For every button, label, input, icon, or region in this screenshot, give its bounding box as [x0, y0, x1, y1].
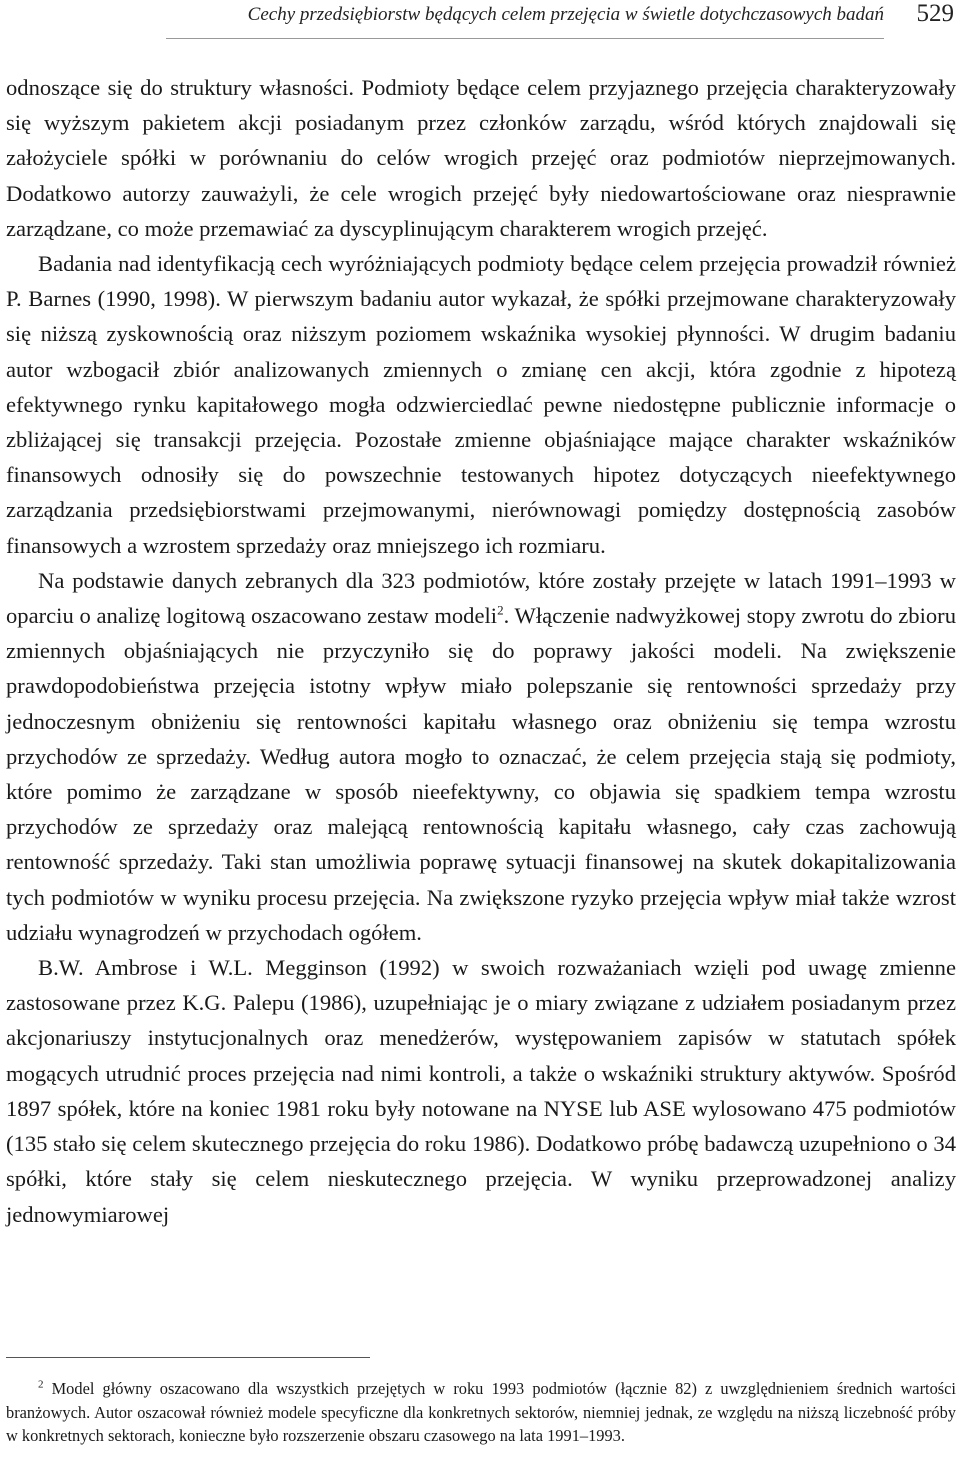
paragraph-text: Na podstawie danych zebranych dla 323 podmiotów, które zostały przejęte w latach 1991–1993 w oparciu o analizę logitową oszacowano zestaw modeli [6, 567, 956, 629]
page-header [0, 0, 960, 40]
paragraph-text: . Włączenie nadwyżkowej stopy zwrotu do zbioru zmiennych objaśniających nie przyczyniło się do poprawy jakości modeli. Na zwiększenie prawdopodobieństwa przejęcia istotny wpływ miało polepszanie się rentowności sprzedaży przy jednoczesnym obniżeniu się rentowności kapitału własnego oraz obniżeniu się tempa wzrostu przychodów ze sprzedaży. Według autora mogło to oznaczać, że celem przejęcia stają się podmioty, które pomimo że zarządzane w sposób nieefektywny, co objawia się spadkiem tempa wzrostu przychodów ze sprzedaży oraz malejącą rentownością kapitału własnego, cały czas zachowują rentowność sprzedaży. Taki stan umożliwia poprawę sytuacji finansowej na skutek dokapitalizowania tych podmiotów w wyniku procesu przejęcia. Na zwiększone ryzyko przejęcia wpływ miał także wzrost udziału wynagrodzeń w przychodach ogółem. [6, 603, 956, 945]
footnote-number: 2 [38, 1378, 44, 1391]
running-title: Cechy przedsiębiorstw będących celem przejęcia w świetle dotychczasowych badań [247, 4, 884, 25]
footnote [6, 1377, 956, 1448]
body-text [6, 70, 956, 1232]
footnote-reference[interactable]: 2 [497, 602, 504, 618]
paragraph: odnoszące się do struktury własności. Podmioty będące celem przyjaznego przejęcia charakteryzowały się wyższym pakietem akcji posiadanym przez członków zarządu, wśród których znajdowali się założyciele spółki w porównaniu do celów wrogich przejęć oraz podmiotów nieprzejmowanych. Dodatkowo autorzy zauważyli, że cele wrogich przejęć były niedowartościowane oraz niesprawnie zarządzane, co może przemawiać za dyscyplinującym charakterem wrogich przejęć. [6, 75, 956, 241]
footnotes [6, 1377, 956, 1448]
footnote-text: Model główny oszacowano dla wszystkich przejętych w roku 1993 podmiotów (łącznie 82) z uwzględnieniem średnich wartości branżowych. Autor oszacował również modele specyficzne dla konkretnych sektorów, niemniej jednak, ze względu na niższą liczebność próby w konkretnych sektorach, konieczne było rozszerzenie obszaru czasowego na lata 1991–1993. [6, 1379, 956, 1445]
page-number: 529 [916, 0, 954, 27]
paragraph: B.W. Ambrose i W.L. Megginson (1992) w swoich rozważaniach wzięli pod uwagę zmienne zastosowane przez K.G. Palepu (1986), uzupełniając je o miary związane z udziałem posiadanym przez akcjonariuszy instytucjonalnych oraz menedżerów, występowaniem zapisów w statutach spółek mogących utrudnić proces przejęcia nad nimi kontroli, a także o wskaźniki struktury aktywów. Spośród 1897 spółek, które na koniec 1981 roku były notowane na NYSE lub ASE wylosowano 475 podmiotów (135 stało się celem skutecznego przejęcia do roku 1986). Dodatkowo próbę badawczą uzupełniono o 34 spółki, które stały się celem nieskutecznego przejęcia. W wyniku przeprowadzonej analizy jednowymiarowej [6, 955, 956, 1227]
footnote-separator [6, 1357, 370, 1358]
paragraph: Badania nad identyfikacją cech wyróżniających podmioty będące celem przejęcia prowadził również P. Barnes (1990, 1998). W pierwszym badaniu autor wykazał, że spółki przejmowane charakteryzowały się niższą zyskownością oraz niższym poziomem wskaźnika wysokiej płynności. W drugim badaniu autor wzbogacił zbiór analizowanych zmiennych o zmianę cen akcji, która zgodnie z hipotezą efektywnego rynku kapitałowego mogła odzwierciedlać pewne niedostępne publicznie informacje o zbliżającej się transakcji przejęcia. Pozostałe zmienne objaśniające mające charakter wskaźników finansowych odnosiły się do powszechnie testowanych hipotez dotyczących nieefektywnego zarządzania przedsiębiorstwami przejmowanymi, nierównowagi pomiędzy dostępnością zasobów finansowych a wzrostem sprzedaży oraz mniejszego ich rozmiaru. [6, 251, 956, 558]
paragraph [6, 563, 956, 950]
header-rule [166, 38, 884, 39]
